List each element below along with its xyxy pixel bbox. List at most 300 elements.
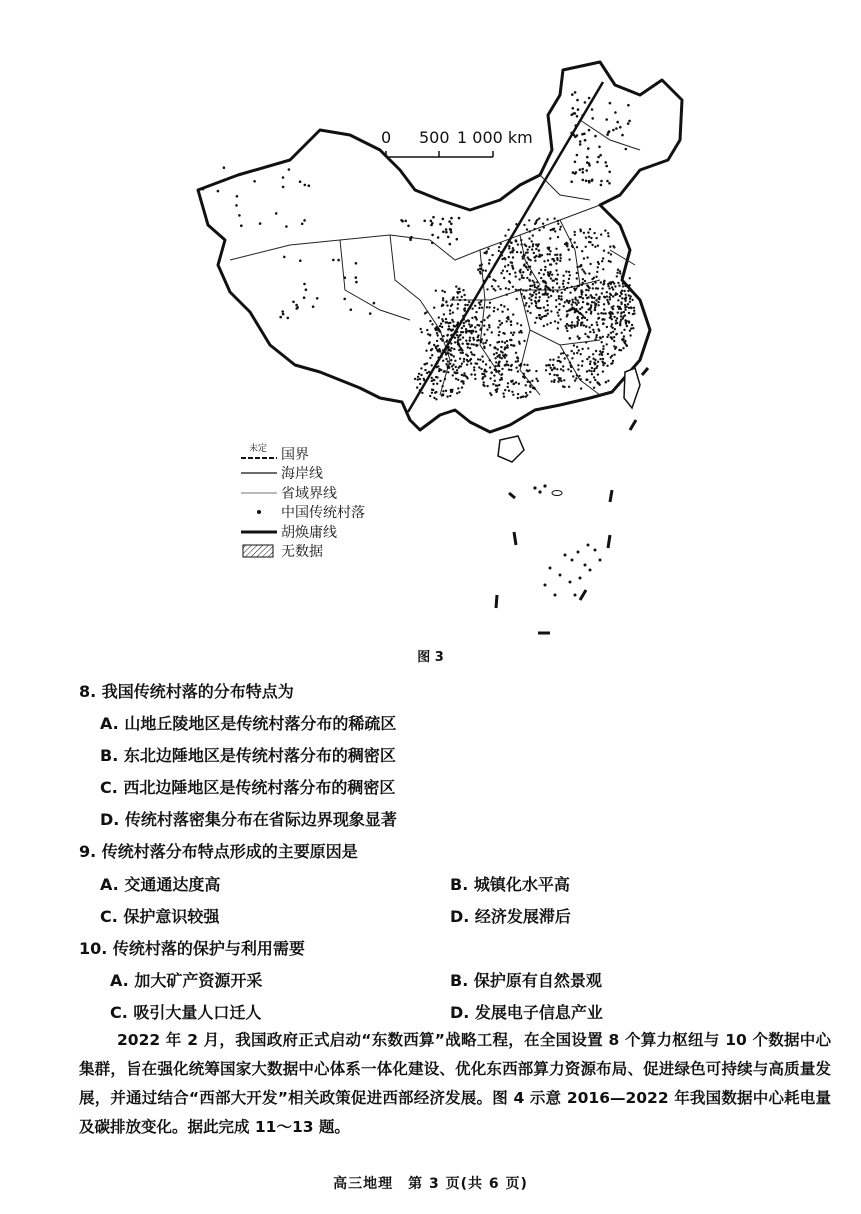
village-dot bbox=[458, 367, 460, 369]
village-dot bbox=[440, 369, 442, 371]
village-dot bbox=[451, 354, 453, 356]
village-dot bbox=[332, 259, 335, 262]
village-dot bbox=[583, 324, 585, 326]
village-dot bbox=[487, 248, 489, 250]
question-option: B. 保护原有自然景观 bbox=[450, 971, 602, 990]
village-dot bbox=[549, 373, 551, 375]
village-dot bbox=[295, 307, 298, 310]
village-dot bbox=[507, 229, 509, 231]
village-dot bbox=[459, 358, 461, 360]
village-dot bbox=[580, 387, 582, 389]
village-dot bbox=[555, 248, 557, 250]
village-dot bbox=[522, 375, 524, 377]
scale-tick-label: 0 bbox=[381, 128, 392, 147]
village-dot bbox=[449, 395, 451, 397]
village-dot bbox=[502, 332, 504, 334]
village-dot bbox=[599, 154, 602, 157]
village-dot bbox=[615, 127, 618, 130]
village-dot bbox=[475, 344, 477, 346]
village-dot bbox=[586, 358, 588, 360]
village-dot bbox=[463, 294, 465, 296]
village-dot bbox=[587, 296, 589, 298]
village-dot bbox=[498, 361, 500, 363]
village-dot bbox=[556, 311, 558, 313]
village-dot bbox=[457, 387, 459, 389]
village-dot bbox=[610, 363, 612, 365]
village-dot bbox=[472, 330, 474, 332]
village-dot bbox=[563, 305, 565, 307]
village-dot bbox=[567, 368, 569, 370]
village-dot bbox=[515, 275, 517, 277]
village-dot bbox=[568, 258, 570, 260]
village-dot bbox=[461, 386, 463, 388]
village-dot bbox=[633, 307, 635, 309]
village-dot bbox=[522, 255, 524, 257]
village-dot bbox=[594, 309, 596, 311]
village-dot bbox=[435, 290, 437, 292]
village-dot bbox=[543, 226, 545, 228]
village-dot bbox=[560, 226, 562, 228]
village-dot bbox=[581, 348, 583, 350]
village-dot bbox=[496, 385, 498, 387]
village-dot bbox=[580, 230, 582, 232]
village-dot bbox=[456, 392, 458, 394]
village-dot bbox=[426, 329, 428, 331]
village-dot bbox=[528, 305, 530, 307]
village-dot bbox=[581, 321, 583, 323]
village-dot bbox=[515, 289, 517, 291]
village-dot bbox=[529, 293, 531, 295]
village-dot bbox=[556, 278, 558, 280]
village-dot bbox=[535, 293, 537, 295]
village-dot bbox=[617, 269, 619, 271]
village-dot bbox=[459, 334, 461, 336]
village-dot bbox=[429, 334, 431, 336]
village-dot bbox=[562, 352, 564, 354]
village-dot bbox=[455, 378, 457, 380]
village-dot bbox=[501, 254, 503, 256]
village-dot bbox=[450, 231, 453, 234]
village-dot bbox=[458, 217, 461, 220]
reading-passage bbox=[79, 1026, 831, 1142]
village-dot bbox=[547, 304, 549, 306]
village-dot bbox=[516, 322, 518, 324]
village-dot bbox=[602, 358, 604, 360]
village-dot bbox=[545, 282, 547, 284]
village-dot bbox=[629, 301, 631, 303]
village-dot bbox=[509, 339, 511, 341]
village-dot bbox=[343, 298, 346, 301]
village-dot bbox=[530, 299, 532, 301]
village-dot bbox=[498, 246, 500, 248]
village-dot bbox=[585, 237, 587, 239]
village-dot bbox=[602, 345, 604, 347]
village-dot bbox=[535, 220, 537, 222]
village-dot bbox=[521, 274, 523, 276]
village-dot bbox=[576, 266, 578, 268]
village-dot bbox=[445, 353, 447, 355]
village-dot bbox=[619, 295, 621, 297]
village-dot bbox=[495, 389, 497, 391]
village-dot bbox=[500, 251, 502, 253]
village-dot bbox=[439, 325, 441, 327]
village-dot bbox=[238, 214, 241, 217]
village-dot bbox=[610, 283, 612, 285]
village-dot bbox=[582, 278, 584, 280]
village-dot bbox=[478, 366, 480, 368]
village-dot bbox=[579, 140, 582, 143]
village-dot bbox=[559, 253, 561, 255]
village-dot bbox=[526, 277, 528, 279]
village-dot bbox=[593, 331, 595, 333]
village-dot bbox=[442, 394, 444, 396]
village-dot bbox=[523, 224, 525, 226]
village-dot bbox=[571, 303, 573, 305]
village-dot bbox=[275, 212, 278, 215]
village-dot bbox=[486, 306, 488, 308]
village-dot bbox=[563, 379, 565, 381]
village-dot bbox=[450, 359, 452, 361]
village-dot bbox=[578, 375, 580, 377]
village-dot bbox=[543, 260, 545, 262]
village-dot bbox=[597, 301, 599, 303]
village-dot bbox=[627, 104, 630, 107]
village-dot bbox=[595, 303, 597, 305]
legend-label: 中国传统村落 bbox=[281, 505, 365, 522]
village-dot bbox=[436, 340, 438, 342]
village-dot bbox=[459, 338, 461, 340]
village-dot bbox=[571, 93, 574, 96]
village-dot bbox=[554, 230, 556, 232]
village-dot bbox=[465, 331, 467, 333]
village-dot bbox=[587, 347, 589, 349]
village-dot bbox=[467, 343, 469, 345]
legend-label: 海岸线 bbox=[281, 466, 323, 483]
village-dot bbox=[458, 288, 460, 290]
village-dot bbox=[593, 370, 595, 372]
village-dot bbox=[610, 253, 612, 255]
village-dot bbox=[483, 325, 485, 327]
village-dot bbox=[448, 220, 451, 223]
village-dot bbox=[535, 296, 537, 298]
village-dot bbox=[588, 369, 590, 371]
hainan-island bbox=[498, 436, 524, 462]
village-dot bbox=[462, 331, 464, 333]
village-dot bbox=[556, 254, 558, 256]
village-dot bbox=[608, 171, 611, 174]
village-dot bbox=[445, 318, 447, 320]
village-dot bbox=[480, 368, 482, 370]
village-dot bbox=[542, 223, 544, 225]
village-dot bbox=[447, 236, 450, 239]
village-dot bbox=[485, 363, 487, 365]
village-dot bbox=[457, 321, 459, 323]
village-dot bbox=[606, 326, 608, 328]
village-dot bbox=[585, 169, 588, 172]
village-dot bbox=[607, 285, 609, 287]
village-dot bbox=[440, 323, 442, 325]
village-dot bbox=[443, 313, 445, 315]
village-dot bbox=[521, 277, 523, 279]
village-dot bbox=[545, 369, 547, 371]
village-dot bbox=[433, 344, 435, 346]
legend-item bbox=[241, 522, 365, 542]
village-dot bbox=[613, 336, 615, 338]
village-dot bbox=[528, 219, 530, 221]
village-dot bbox=[571, 324, 573, 326]
village-dot bbox=[606, 343, 608, 345]
province-line bbox=[390, 235, 420, 300]
legend-label: 省域界线 bbox=[281, 485, 337, 502]
village-dot bbox=[498, 341, 500, 343]
village-dot bbox=[446, 304, 448, 306]
village-dot bbox=[607, 235, 609, 237]
village-dot bbox=[572, 112, 575, 115]
village-dot bbox=[606, 295, 608, 297]
village-dot bbox=[591, 324, 593, 326]
village-dot bbox=[463, 318, 465, 320]
village-dot bbox=[462, 352, 464, 354]
village-dot bbox=[534, 300, 536, 302]
passage-text: 2022 年 2 月，我国政府正式启动“东数西算”战略工程，在全国设置 8 个算力枢纽与 10 个数据中心集群，旨在强化统筹国家大数据中心体系一体化建设、优化东西部算力资源布局、促进绿色可持续与高质量发展，并通过结合“西部大开发”相关政策促进西部经济发展。图 4 示意 2016—2022 年我国数据中心耗电量及碳排放变化。据此完成 11～13 题。 bbox=[79, 1031, 831, 1136]
village-dot bbox=[541, 316, 543, 318]
village-dot bbox=[441, 385, 443, 387]
village-dot bbox=[519, 343, 521, 345]
village-dot bbox=[504, 364, 506, 366]
village-dot bbox=[488, 324, 490, 326]
village-dot bbox=[469, 347, 471, 349]
village-dot bbox=[456, 238, 459, 241]
village-dot bbox=[533, 284, 535, 286]
village-dot bbox=[581, 284, 583, 286]
village-dot bbox=[451, 365, 453, 367]
village-dot bbox=[482, 360, 484, 362]
village-dot bbox=[505, 287, 507, 289]
village-dot bbox=[447, 352, 449, 354]
village-dot bbox=[512, 286, 514, 288]
village-dot bbox=[444, 378, 446, 380]
village-dot bbox=[605, 381, 607, 383]
village-dot bbox=[292, 301, 295, 304]
village-dot bbox=[518, 383, 520, 385]
village-dot bbox=[582, 179, 585, 182]
village-dot bbox=[420, 367, 422, 369]
village-dot bbox=[501, 368, 503, 370]
village-dot bbox=[596, 161, 599, 164]
village-dot bbox=[550, 310, 552, 312]
village-dot bbox=[287, 317, 290, 320]
village-dot bbox=[525, 384, 527, 386]
village-dot bbox=[557, 314, 559, 316]
village-dot bbox=[584, 333, 586, 335]
village-dot bbox=[507, 308, 509, 310]
scale-tick-label: 500 bbox=[419, 128, 450, 147]
village-dot bbox=[570, 370, 572, 372]
village-dot bbox=[509, 251, 511, 253]
village-dot bbox=[470, 351, 472, 353]
village-dot bbox=[595, 287, 597, 289]
village-dot bbox=[596, 365, 598, 367]
village-dot bbox=[489, 392, 491, 394]
village-dot bbox=[577, 323, 579, 325]
village-dot bbox=[474, 362, 476, 364]
village-dot bbox=[612, 295, 614, 297]
village-dot bbox=[592, 329, 594, 331]
village-dot bbox=[431, 364, 433, 366]
village-dot bbox=[620, 308, 622, 310]
village-dot bbox=[599, 358, 601, 360]
village-dot bbox=[535, 302, 537, 304]
village-dot bbox=[282, 186, 285, 189]
village-dot bbox=[453, 355, 455, 357]
village-dot bbox=[557, 274, 559, 276]
village-dot bbox=[501, 311, 503, 313]
village-dot bbox=[594, 379, 596, 381]
village-dot bbox=[494, 280, 496, 282]
village-dot bbox=[549, 289, 551, 291]
village-dot bbox=[504, 342, 506, 344]
village-dot bbox=[516, 251, 518, 253]
village-dot bbox=[456, 307, 458, 309]
village-dot bbox=[253, 180, 256, 183]
village-dot bbox=[588, 129, 591, 132]
village-dot bbox=[453, 348, 455, 350]
village-dot bbox=[508, 369, 510, 371]
village-dot bbox=[582, 171, 585, 174]
village-dot bbox=[452, 311, 454, 313]
village-dot bbox=[439, 380, 441, 382]
village-dot bbox=[594, 338, 596, 340]
village-dot bbox=[514, 272, 516, 274]
village-dot bbox=[574, 91, 577, 94]
village-dot bbox=[436, 366, 438, 368]
village-dot bbox=[599, 336, 601, 338]
village-dot bbox=[493, 374, 495, 376]
village-dot bbox=[531, 380, 533, 382]
village-dot bbox=[547, 309, 549, 311]
thin-line-icon bbox=[241, 486, 277, 500]
village-dot bbox=[512, 256, 514, 258]
question-option: D. 传统村落密集分布在省际边界现象显著 bbox=[100, 810, 397, 829]
village-dot bbox=[500, 304, 502, 306]
village-dot bbox=[551, 274, 553, 276]
village-dot bbox=[463, 322, 465, 324]
village-dot bbox=[598, 263, 600, 265]
village-dot bbox=[344, 276, 347, 279]
village-dot bbox=[486, 385, 488, 387]
village-dot bbox=[369, 312, 372, 315]
village-dot bbox=[522, 271, 524, 273]
village-dot bbox=[608, 182, 611, 185]
village-dot bbox=[605, 312, 607, 314]
village-dot bbox=[568, 278, 570, 280]
village-dot bbox=[516, 356, 518, 358]
village-dot bbox=[545, 364, 547, 366]
village-dot bbox=[543, 325, 545, 327]
village-dot bbox=[555, 306, 557, 308]
village-dot bbox=[626, 345, 628, 347]
village-dot bbox=[607, 380, 609, 382]
village-dot bbox=[504, 346, 506, 348]
village-dot bbox=[629, 330, 631, 332]
village-dot bbox=[520, 243, 522, 245]
village-dot bbox=[456, 334, 458, 336]
village-dot bbox=[512, 344, 514, 346]
village-dot bbox=[569, 337, 571, 339]
question-stem: 8. 我国传统村落的分布特点为 bbox=[79, 682, 294, 701]
village-dot bbox=[597, 382, 599, 384]
village-dot bbox=[603, 250, 605, 252]
village-dot bbox=[483, 333, 485, 335]
village-dot bbox=[553, 381, 555, 383]
village-dot bbox=[535, 378, 537, 380]
village-dot bbox=[545, 291, 547, 293]
village-dot bbox=[445, 390, 447, 392]
village-dot bbox=[555, 262, 557, 264]
village-dot bbox=[401, 220, 404, 223]
village-dot bbox=[538, 314, 540, 316]
village-dot bbox=[582, 297, 584, 299]
village-dot bbox=[510, 332, 512, 334]
village-dot bbox=[571, 350, 573, 352]
village-dot bbox=[510, 320, 512, 322]
village-dot bbox=[591, 301, 593, 303]
village-dot bbox=[529, 288, 531, 290]
village-dot bbox=[304, 184, 307, 187]
village-dot bbox=[525, 396, 527, 398]
village-dot bbox=[529, 259, 531, 261]
village-dot bbox=[470, 332, 472, 334]
province-line bbox=[580, 120, 640, 150]
village-dot bbox=[486, 288, 488, 290]
village-dot bbox=[539, 296, 541, 298]
village-dot bbox=[602, 257, 604, 259]
village-dot bbox=[497, 364, 499, 366]
village-dot bbox=[449, 243, 452, 246]
village-dot bbox=[562, 283, 564, 285]
village-dot bbox=[566, 314, 568, 316]
hatched-box-icon bbox=[241, 544, 277, 558]
village-dot bbox=[546, 218, 548, 220]
village-dot bbox=[461, 296, 463, 298]
village-dot bbox=[594, 246, 596, 248]
village-dot bbox=[600, 281, 602, 283]
question-option: B. 城镇化水平高 bbox=[450, 875, 570, 894]
village-dot bbox=[565, 242, 567, 244]
village-dot bbox=[442, 390, 444, 392]
village-dot bbox=[523, 340, 525, 342]
village-dot bbox=[431, 377, 433, 379]
village-dot bbox=[481, 263, 483, 265]
village-dot bbox=[553, 280, 555, 282]
village-dot bbox=[511, 364, 513, 366]
village-dot bbox=[585, 246, 587, 248]
village-dot bbox=[452, 329, 454, 331]
village-dot bbox=[585, 378, 587, 380]
village-dot bbox=[538, 292, 540, 294]
village-dot bbox=[589, 228, 591, 230]
village-dot bbox=[487, 316, 489, 318]
village-dot bbox=[456, 296, 458, 298]
village-dot bbox=[558, 309, 560, 311]
village-dot bbox=[423, 220, 426, 223]
village-dot bbox=[581, 268, 583, 270]
village-dot bbox=[452, 368, 454, 370]
village-dot bbox=[461, 374, 463, 376]
thick-line-icon bbox=[241, 525, 277, 539]
village-dot bbox=[560, 295, 562, 297]
village-dot bbox=[457, 303, 459, 305]
